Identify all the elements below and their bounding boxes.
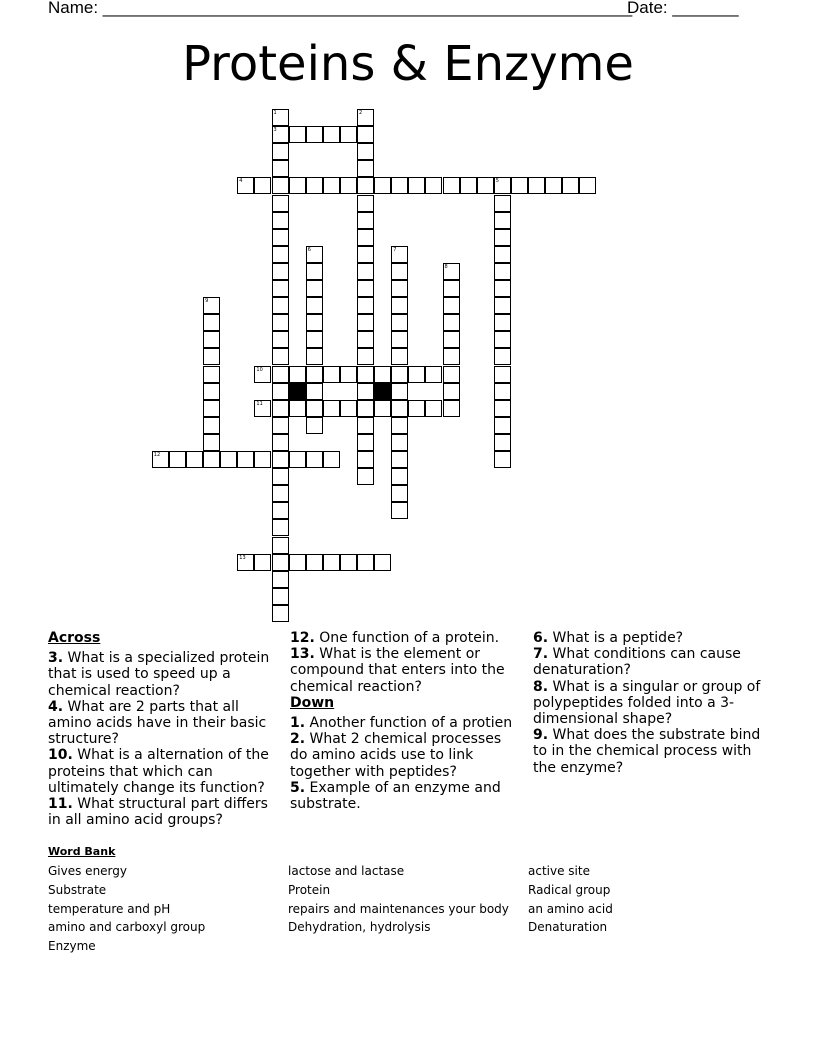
grid-cell[interactable] [391, 468, 408, 485]
grid-cell[interactable] [374, 177, 391, 194]
grid-cell[interactable] [357, 160, 374, 177]
grid-cell[interactable] [391, 331, 408, 348]
grid-cell[interactable] [340, 400, 357, 417]
grid-cell[interactable] [391, 434, 408, 451]
grid-cell[interactable] [272, 383, 289, 400]
cell-number: 11 [256, 400, 263, 407]
grid-cell[interactable] [289, 400, 306, 417]
cell-number: 4 [239, 178, 243, 185]
clue-number: 9. [533, 727, 549, 744]
grid-cell[interactable] [443, 263, 460, 280]
grid-cell[interactable] [306, 400, 323, 417]
grid-cell[interactable] [511, 177, 528, 194]
word-bank-item: Substrate [48, 882, 107, 897]
grid-cell[interactable] [272, 537, 289, 554]
grid-cell[interactable] [272, 195, 289, 212]
grid-cell[interactable] [272, 451, 289, 468]
grid-cell[interactable] [272, 263, 289, 280]
grid-cell[interactable] [357, 554, 374, 571]
grid-cell[interactable] [494, 348, 511, 365]
clue-item [48, 747, 284, 796]
page-title: Proteins & Enzyme [182, 36, 634, 92]
grid-cell[interactable] [357, 195, 374, 212]
grid-cell[interactable] [357, 331, 374, 348]
grid-cell[interactable] [357, 212, 374, 229]
clues-column-1 [48, 630, 284, 828]
grid-cell[interactable] [357, 400, 374, 417]
grid-cell[interactable] [323, 126, 340, 143]
clue-item [533, 646, 769, 678]
clue-item [290, 780, 520, 812]
clues-column-3 [533, 630, 769, 776]
grid-cell[interactable] [391, 348, 408, 365]
grid-cell[interactable] [391, 314, 408, 331]
clue-item [290, 630, 520, 646]
grid-cell[interactable] [425, 177, 442, 194]
grid-cell[interactable] [272, 605, 289, 622]
grid-cell[interactable] [272, 212, 289, 229]
grid-cell[interactable] [340, 177, 357, 194]
clue-text: What is the element or compound that enters into the chemical reaction? [290, 646, 505, 695]
grid-cell[interactable] [203, 314, 220, 331]
grid-cell[interactable] [152, 451, 169, 468]
grid-cell[interactable] [272, 485, 289, 502]
name-field-label: Name: ________________________________________________________ [48, 0, 633, 17]
clue-number: 2. [290, 731, 306, 748]
grid-cell[interactable] [494, 195, 511, 212]
grid-cell[interactable] [323, 177, 340, 194]
word-bank-item: temperature and pH [48, 901, 171, 916]
clue-item [48, 650, 284, 699]
grid-cell[interactable] [272, 366, 289, 383]
clue-number: 5. [290, 779, 306, 796]
grid-cell[interactable] [494, 451, 511, 468]
grid-cell[interactable] [272, 297, 289, 314]
grid-cell[interactable] [306, 177, 323, 194]
grid-cell[interactable] [323, 554, 340, 571]
grid-cell[interactable] [306, 451, 323, 468]
grid-cell[interactable] [272, 468, 289, 485]
clue-item [290, 731, 520, 780]
grid-cell[interactable] [272, 434, 289, 451]
cell-number: 9 [205, 298, 209, 305]
grid-cell[interactable] [203, 400, 220, 417]
grid-cell[interactable] [306, 297, 323, 314]
grid-cell[interactable] [494, 212, 511, 229]
clue-number: 1. [290, 715, 306, 732]
grid-cell[interactable] [272, 126, 289, 143]
date-field-label: Date: _______ [627, 0, 739, 17]
grid-cell[interactable] [357, 143, 374, 160]
grid-cell[interactable] [391, 502, 408, 519]
across-heading: Across [48, 630, 101, 646]
word-bank-column-3 [528, 862, 613, 937]
grid-cell[interactable] [391, 451, 408, 468]
grid-cell[interactable] [272, 314, 289, 331]
grid-cell[interactable] [443, 400, 460, 417]
grid-cell[interactable] [357, 177, 374, 194]
grid-cell[interactable] [203, 434, 220, 451]
grid-cell[interactable] [272, 229, 289, 246]
grid-cell[interactable] [272, 554, 289, 571]
clue-text: What is a specialized protein that is used to speed up a chemical reaction? [48, 650, 270, 699]
word-bank-item: Denaturation [528, 920, 608, 935]
grid-cell[interactable] [272, 280, 289, 297]
grid-cell[interactable] [443, 280, 460, 297]
grid-cell[interactable] [357, 417, 374, 434]
grid-cell[interactable] [374, 400, 391, 417]
grid-cell[interactable] [494, 177, 511, 194]
grid-cell[interactable] [306, 246, 323, 263]
grid-cell[interactable] [203, 297, 220, 314]
grid-cell[interactable] [443, 348, 460, 365]
grid-cell[interactable] [391, 297, 408, 314]
grid-cell[interactable] [374, 554, 391, 571]
word-bank-item: lactose and lactase [288, 864, 405, 878]
blocked-cell [289, 383, 306, 400]
grid-cell[interactable] [340, 554, 357, 571]
clue-item [290, 715, 520, 731]
grid-cell[interactable] [425, 400, 442, 417]
cell-number: 8 [444, 263, 448, 270]
grid-cell[interactable] [391, 400, 408, 417]
clues-column-2 [290, 630, 520, 812]
grid-cell[interactable] [408, 366, 425, 383]
grid-cell[interactable] [306, 263, 323, 280]
grid-cell[interactable] [391, 417, 408, 434]
clue-number: 11. [48, 796, 73, 813]
clue-number: 4. [48, 698, 64, 715]
grid-cell[interactable] [494, 331, 511, 348]
grid-cell[interactable] [272, 519, 289, 536]
grid-cell[interactable] [237, 451, 254, 468]
grid-cell[interactable] [494, 417, 511, 434]
grid-cell[interactable] [494, 366, 511, 383]
grid-cell[interactable] [237, 554, 254, 571]
grid-cell[interactable] [391, 383, 408, 400]
grid-cell[interactable] [494, 229, 511, 246]
clue-text: What are 2 parts that all amino acids have in their basic structure? [48, 698, 267, 748]
grid-cell[interactable] [443, 297, 460, 314]
clue-number: 6. [533, 630, 549, 646]
grid-cell[interactable] [306, 366, 323, 383]
blocked-cell [374, 383, 391, 400]
cell-number: 13 [239, 554, 246, 561]
grid-cell[interactable] [272, 331, 289, 348]
clue-number: 10. [48, 747, 73, 764]
grid-cell[interactable] [272, 246, 289, 263]
grid-cell[interactable] [289, 126, 306, 143]
grid-cell[interactable] [374, 366, 391, 383]
grid-cell[interactable] [237, 177, 254, 194]
grid-cell[interactable] [203, 383, 220, 400]
grid-cell[interactable] [306, 554, 323, 571]
grid-cell[interactable] [323, 400, 340, 417]
clue-item [48, 699, 284, 748]
grid-cell[interactable] [357, 366, 374, 383]
grid-cell[interactable] [306, 331, 323, 348]
grid-cell[interactable] [289, 451, 306, 468]
cell-number: 1 [273, 110, 277, 116]
grid-cell[interactable] [443, 177, 460, 194]
word-bank-column-1 [48, 862, 205, 956]
clue-number: 8. [533, 678, 549, 695]
cell-number: 6 [307, 246, 311, 253]
grid-cell[interactable] [391, 366, 408, 383]
clue-text: What 2 chemical processes do amino acids use to link together with peptides? [290, 731, 502, 780]
clue-item [533, 727, 769, 776]
word-bank-item: Enzyme [48, 939, 96, 954]
grid-cell[interactable] [254, 451, 271, 468]
word-bank-title: Word Bank [48, 845, 116, 858]
cell-number: 12 [153, 452, 161, 458]
grid-cell[interactable] [272, 502, 289, 519]
clue-text: What is a alternation of the proteins that which can ultimately change its function? [48, 747, 269, 796]
grid-cell[interactable] [477, 177, 494, 194]
grid-cell[interactable] [323, 451, 340, 468]
grid-cell[interactable] [272, 143, 289, 160]
clue-text: One function of a protein. [314, 630, 500, 646]
grid-cell[interactable] [306, 417, 323, 434]
clue-item [290, 646, 520, 695]
grid-cell[interactable] [408, 177, 425, 194]
word-bank-item: Dehydration, hydrolysis [288, 920, 431, 935]
grid-cell[interactable] [306, 314, 323, 331]
clue-text: What does the substrate bind to in the chemical process with the enzyme? [533, 727, 761, 776]
grid-cell[interactable] [443, 383, 460, 400]
cell-number: 10 [256, 366, 263, 373]
grid-cell[interactable] [443, 366, 460, 383]
cell-number: 3 [273, 127, 277, 134]
clue-item [48, 796, 284, 828]
grid-cell[interactable] [254, 400, 271, 417]
grid-cell[interactable] [306, 280, 323, 297]
clue-text: Example of an enzyme and substrate. [290, 779, 501, 813]
clue-number: 7. [533, 646, 549, 663]
word-bank-item: an amino acid [528, 901, 613, 916]
grid-cell[interactable] [357, 383, 374, 400]
grid-cell[interactable] [357, 263, 374, 280]
grid-cell[interactable] [272, 160, 289, 177]
grid-cell[interactable] [494, 383, 511, 400]
grid-cell[interactable] [306, 348, 323, 365]
down-heading: Down [290, 694, 335, 711]
grid-cell[interactable] [357, 468, 374, 485]
grid-cell[interactable] [357, 348, 374, 365]
grid-cell[interactable] [357, 451, 374, 468]
grid-cell[interactable] [272, 348, 289, 365]
grid-cell[interactable] [254, 177, 271, 194]
grid-cell[interactable] [357, 229, 374, 246]
grid-cell[interactable] [203, 331, 220, 348]
clue-text: What is a peptide? [548, 630, 684, 646]
grid-cell[interactable] [254, 366, 271, 383]
grid-cell[interactable] [203, 348, 220, 365]
grid-cell[interactable] [254, 554, 271, 571]
grid-cell[interactable] [408, 400, 425, 417]
grid-cell[interactable] [391, 246, 408, 263]
grid-cell[interactable] [272, 588, 289, 605]
grid-cell[interactable] [494, 263, 511, 280]
grid-cell[interactable] [425, 366, 442, 383]
grid-cell[interactable] [494, 280, 511, 297]
grid-cell[interactable] [357, 434, 374, 451]
word-bank-item: Gives energy [48, 864, 127, 878]
clue-item [533, 679, 769, 728]
cell-number: 2 [359, 110, 363, 116]
grid-cell[interactable] [494, 400, 511, 417]
grid-cell[interactable] [391, 263, 408, 280]
grid-cell[interactable] [391, 485, 408, 502]
word-bank-item: active site [528, 864, 590, 878]
grid-cell[interactable] [169, 451, 186, 468]
clue-number: 3. [48, 650, 64, 667]
clue-number: 12. [290, 630, 315, 646]
grid-cell[interactable] [220, 451, 237, 468]
clue-number: 13. [290, 646, 315, 663]
grid-cell[interactable] [494, 246, 511, 263]
grid-cell[interactable] [460, 177, 477, 194]
grid-cell[interactable] [357, 126, 374, 143]
grid-cell[interactable] [340, 126, 357, 143]
cell-number: 7 [393, 246, 397, 253]
grid-cell[interactable] [340, 366, 357, 383]
grid-cell[interactable] [272, 400, 289, 417]
grid-cell[interactable] [494, 314, 511, 331]
word-bank-item: repairs and maintenances your body [288, 901, 509, 916]
grid-cell[interactable] [186, 451, 203, 468]
clue-text: What is a singular or group of polypeptides folded into a 3-dimensional shape? [533, 678, 761, 728]
grid-cell[interactable] [272, 417, 289, 434]
grid-cell[interactable] [545, 177, 562, 194]
grid-cell[interactable] [289, 177, 306, 194]
grid-cell[interactable] [357, 280, 374, 297]
clue-text: What conditions can cause denaturation? [533, 646, 741, 679]
grid-cell[interactable] [289, 554, 306, 571]
grid-cell[interactable] [203, 366, 220, 383]
grid-cell[interactable] [289, 366, 306, 383]
grid-cell[interactable] [272, 177, 289, 194]
word-bank-column-2 [288, 862, 509, 937]
grid-cell[interactable] [494, 434, 511, 451]
grid-cell[interactable] [357, 314, 374, 331]
clue-text: What structural part differs in all amino acid groups? [48, 796, 268, 829]
grid-cell[interactable] [272, 109, 289, 126]
grid-cell[interactable] [272, 571, 289, 588]
grid-cell[interactable] [323, 366, 340, 383]
clue-text: Another function of a protien [305, 715, 513, 732]
grid-cell[interactable] [391, 177, 408, 194]
grid-cell[interactable] [357, 109, 374, 126]
clue-item [533, 630, 769, 646]
grid-cell[interactable] [494, 297, 511, 314]
word-bank-item: Protein [288, 882, 331, 897]
grid-cell[interactable] [562, 177, 579, 194]
grid-cell[interactable] [203, 417, 220, 434]
grid-cell[interactable] [443, 314, 460, 331]
cell-number: 5 [495, 178, 499, 185]
grid-cell[interactable] [306, 126, 323, 143]
grid-cell[interactable] [203, 451, 220, 468]
grid-cell[interactable] [357, 246, 374, 263]
grid-cell[interactable] [357, 297, 374, 314]
grid-cell[interactable] [528, 177, 545, 194]
grid-cell[interactable] [579, 177, 596, 194]
word-bank-item: amino and carboxyl group [48, 920, 206, 935]
word-bank-item: Radical group [528, 882, 611, 897]
grid-cell[interactable] [391, 280, 408, 297]
grid-cell[interactable] [443, 331, 460, 348]
grid-cell[interactable] [306, 383, 323, 400]
